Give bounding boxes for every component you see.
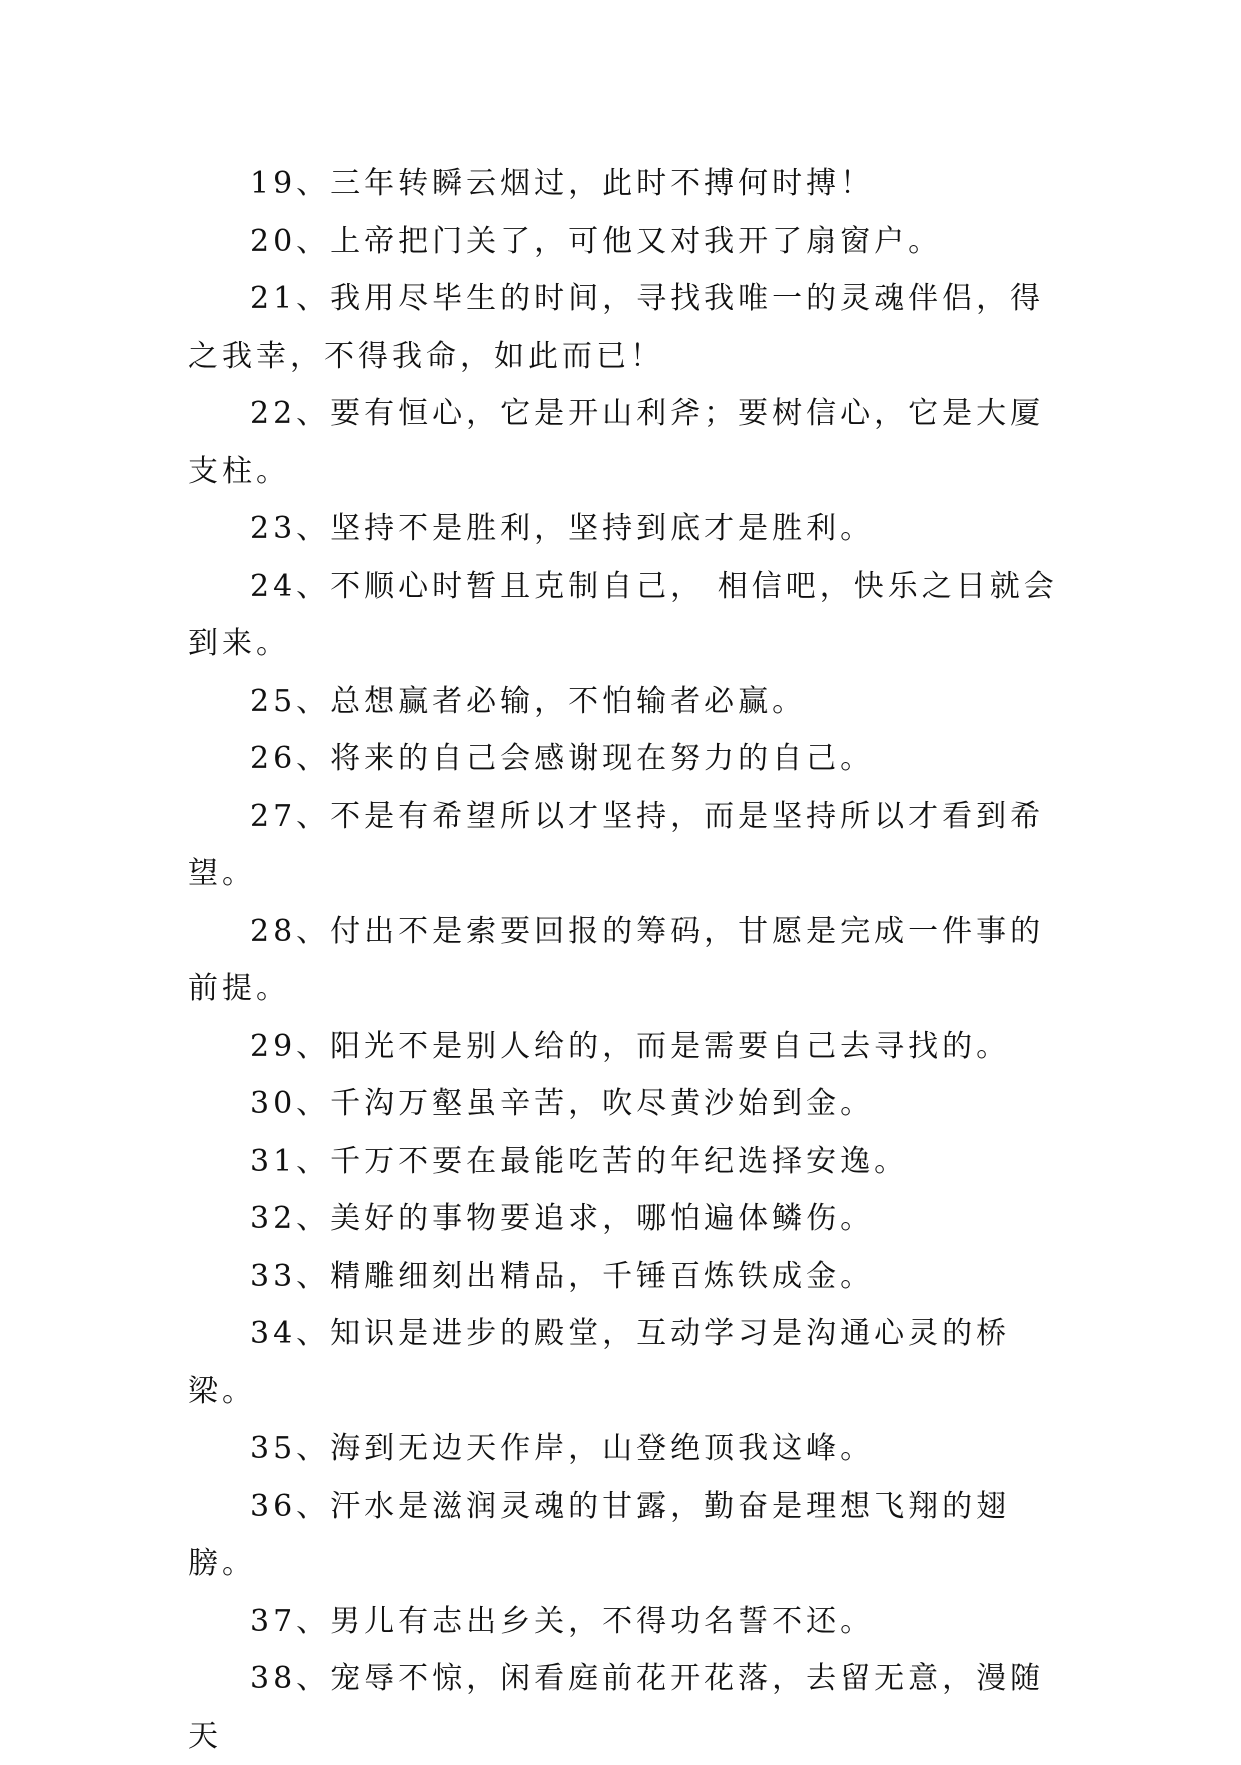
paragraph-35: 35、海到无边天作岸，山登绝顶我这峰。 xyxy=(250,1431,875,1466)
paragraph-29: 29、阳光不是别人给的，而是需要自己去寻找的。 xyxy=(250,1028,1011,1064)
document-body xyxy=(188,155,1068,1765)
paragraph-33: 33、精雕细刻出精品，千锤百炼铁成金。 xyxy=(250,1258,875,1294)
paragraph-36: 36、汗水是滋润灵魂的甘露，勤奋是理想飞翔的翅膀。 xyxy=(188,1488,1011,1581)
paragraph-28: 28、付出不是索要回报的筹码，甘愿是完成一件事的前提。 xyxy=(188,913,1045,1006)
paragraph-27: 27、不是有希望所以才坚持，而是坚持所以才看到希望。 xyxy=(188,798,1045,891)
paragraph-20: 20、上帝把门关了，可他又对我开了扇窗户。 xyxy=(250,223,943,259)
paragraph-24: 24、不顺心时暂且克制自己， 相信吧，快乐之日就会到来。 xyxy=(188,568,1058,661)
paragraph-25: 25、总想赢者必输，不怕输者必赢。 xyxy=(250,683,807,719)
paragraph-34: 34、知识是进步的殿堂，互动学习是沟通心灵的桥梁。 xyxy=(188,1316,1011,1409)
paragraph-26: 26、将来的自己会感谢现在努力的自己。 xyxy=(250,741,875,776)
paragraph-38: 38、宠辱不惊，闲看庭前花开花落，去留无意，漫随天 xyxy=(188,1661,1045,1754)
paragraph-23: 23、坚持不是胜利，坚持到底才是胜利。 xyxy=(250,511,875,546)
paragraph-21: 21、我用尽毕生的时间，寻找我唯一的灵魂伴侣，得之我幸，不得我命，如此而已！ xyxy=(188,281,1045,374)
paragraph-19: 19、三年转瞬云烟过，此时不搏何时搏！ xyxy=(250,166,875,201)
paragraph-37: 37、男儿有志出乡关，不得功名誓不还。 xyxy=(250,1603,875,1639)
paragraph-22: 22、要有恒心，它是开山利斧；要树信心，它是大厦支柱。 xyxy=(188,396,1045,489)
paragraph-30: 30、千沟万壑虽辛苦，吹尽黄沙始到金。 xyxy=(250,1086,875,1121)
paragraph-31: 31、千万不要在最能吃苦的年纪选择安逸。 xyxy=(250,1143,909,1179)
paragraph-32: 32、美好的事物要追求，哪怕遍体鳞伤。 xyxy=(250,1201,875,1236)
